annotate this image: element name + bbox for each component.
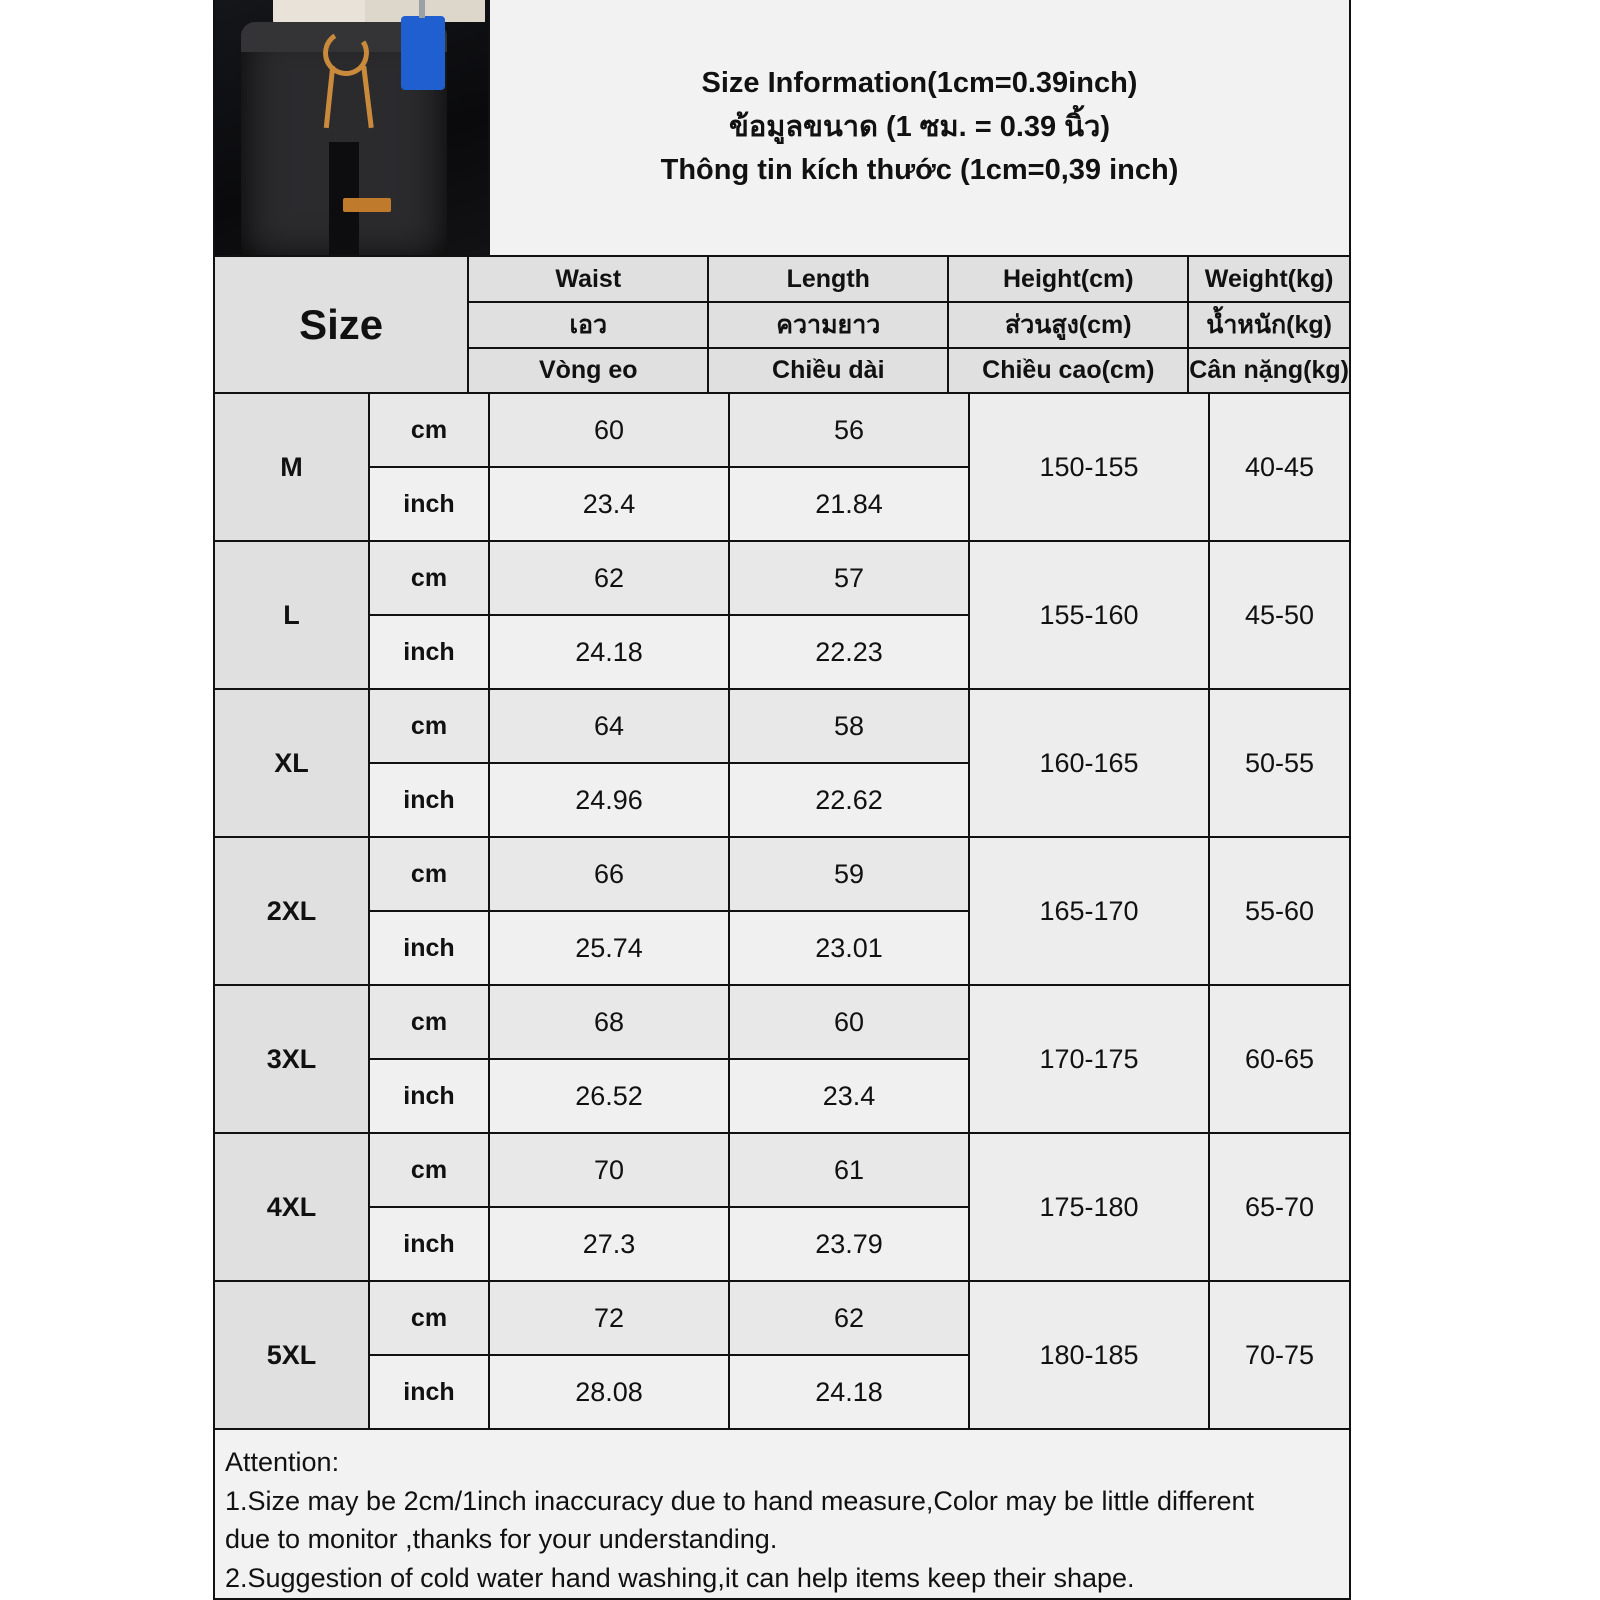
unit-inch: inch xyxy=(370,616,488,688)
header-height-en: Height(cm) xyxy=(949,257,1189,301)
waist-column xyxy=(490,542,730,688)
table-row xyxy=(215,690,1349,838)
table-row xyxy=(215,1282,1349,1430)
length-cm: 56 xyxy=(730,394,968,468)
waist-column xyxy=(490,986,730,1132)
attention-heading: Attention: xyxy=(225,1447,340,1478)
length-column xyxy=(730,986,970,1132)
title-english: Size Information(1cm=0.39inch) xyxy=(701,67,1138,100)
length-cm: 61 xyxy=(730,1134,968,1208)
length-column xyxy=(730,838,970,984)
size-chart xyxy=(213,0,1351,1600)
length-cm: 59 xyxy=(730,838,968,912)
row-size: M xyxy=(215,394,370,540)
unit-cm: cm xyxy=(370,838,488,912)
waist-cm: 68 xyxy=(490,986,728,1060)
attention-block xyxy=(215,1430,1349,1598)
chart-title-block xyxy=(490,0,1349,255)
unit-cm: cm xyxy=(370,986,488,1060)
waist-cm: 60 xyxy=(490,394,728,468)
unit-column xyxy=(370,394,490,540)
title-thai: ข้อมูลขนาด (1 ซม. = 0.39 นิ้ว) xyxy=(729,110,1110,143)
attention-line-3: 2.Suggestion of cold water hand washing,it can help items keep their shape. xyxy=(225,1562,1135,1593)
height-value: 175-180 xyxy=(970,1134,1210,1280)
length-inch: 23.79 xyxy=(730,1208,968,1280)
size-column-label: Size xyxy=(215,257,469,392)
weight-value: 40-45 xyxy=(1210,394,1349,540)
waist-inch: 25.74 xyxy=(490,912,728,984)
header-weight-vi: Cân nặng(kg) xyxy=(1189,349,1349,393)
waist-cm: 64 xyxy=(490,690,728,764)
waist-column xyxy=(490,690,730,836)
header-length-vi: Chiều dài xyxy=(709,349,949,393)
waist-inch: 27.3 xyxy=(490,1208,728,1280)
unit-column xyxy=(370,1134,490,1280)
unit-cm: cm xyxy=(370,690,488,764)
metric-header-vi xyxy=(469,349,1349,393)
header-weight-th: น้ำหนัก(kg) xyxy=(1189,303,1349,347)
length-inch: 22.23 xyxy=(730,616,968,688)
length-column xyxy=(730,542,970,688)
length-column xyxy=(730,1282,970,1428)
brand-label-patch xyxy=(343,198,391,212)
unit-column xyxy=(370,986,490,1132)
unit-cm: cm xyxy=(370,1282,488,1356)
title-vietnamese: Thông tin kích thước (1cm=0,39 inch) xyxy=(660,154,1179,187)
waist-cm: 70 xyxy=(490,1134,728,1208)
row-size: 4XL xyxy=(215,1134,370,1280)
table-row xyxy=(215,394,1349,542)
length-cm: 62 xyxy=(730,1282,968,1356)
unit-inch: inch xyxy=(370,912,488,984)
height-value: 180-185 xyxy=(970,1282,1210,1428)
waist-column xyxy=(490,1134,730,1280)
unit-column xyxy=(370,542,490,688)
row-size: XL xyxy=(215,690,370,836)
header-height-th: ส่วนสูง(cm) xyxy=(949,303,1189,347)
unit-cm: cm xyxy=(370,394,488,468)
header-length-en: Length xyxy=(709,257,949,301)
table-row xyxy=(215,838,1349,986)
weight-value: 65-70 xyxy=(1210,1134,1349,1280)
row-size: L xyxy=(215,542,370,688)
waist-column xyxy=(490,1282,730,1428)
weight-value: 60-65 xyxy=(1210,986,1349,1132)
attention-line-1: 1.Size may be 2cm/1inch inaccuracy due to hand measure,Color may be little different xyxy=(225,1485,1255,1516)
waist-column xyxy=(490,394,730,540)
header-length-th: ความยาว xyxy=(709,303,949,347)
length-inch: 22.62 xyxy=(730,764,968,836)
unit-column xyxy=(370,1282,490,1428)
length-cm: 57 xyxy=(730,542,968,616)
price-tag-icon xyxy=(401,16,445,90)
unit-inch: inch xyxy=(370,1208,488,1280)
header-waist-th: เอว xyxy=(469,303,709,347)
unit-column xyxy=(370,690,490,836)
waist-inch: 24.96 xyxy=(490,764,728,836)
waist-column xyxy=(490,838,730,984)
attention-line-2: due to monitor ,thanks for your understanding. xyxy=(225,1524,778,1555)
length-inch: 23.01 xyxy=(730,912,968,984)
length-inch: 24.18 xyxy=(730,1356,968,1428)
length-cm: 58 xyxy=(730,690,968,764)
length-column xyxy=(730,690,970,836)
unit-cm: cm xyxy=(370,542,488,616)
waist-cm: 66 xyxy=(490,838,728,912)
row-size: 2XL xyxy=(215,838,370,984)
height-value: 160-165 xyxy=(970,690,1210,836)
unit-inch: inch xyxy=(370,1356,488,1428)
waist-inch: 26.52 xyxy=(490,1060,728,1132)
length-column xyxy=(730,394,970,540)
header-waist-vi: Vòng eo xyxy=(469,349,709,393)
row-size: 5XL xyxy=(215,1282,370,1428)
unit-inch: inch xyxy=(370,764,488,836)
weight-value: 55-60 xyxy=(1210,838,1349,984)
header-weight-en: Weight(kg) xyxy=(1189,257,1349,301)
unit-inch: inch xyxy=(370,1060,488,1132)
chart-header xyxy=(215,0,1349,257)
product-photo xyxy=(215,0,490,255)
header-waist-en: Waist xyxy=(469,257,709,301)
waist-inch: 28.08 xyxy=(490,1356,728,1428)
metric-header-en xyxy=(469,257,1349,303)
waist-cm: 62 xyxy=(490,542,728,616)
waist-inch: 23.4 xyxy=(490,468,728,540)
chart-body xyxy=(215,394,1349,1598)
metric-headers xyxy=(469,257,1349,392)
table-row xyxy=(215,542,1349,690)
height-value: 170-175 xyxy=(970,986,1210,1132)
weight-value: 45-50 xyxy=(1210,542,1349,688)
metric-header-th xyxy=(469,303,1349,349)
height-value: 155-160 xyxy=(970,542,1210,688)
length-inch: 23.4 xyxy=(730,1060,968,1132)
weight-value: 50-55 xyxy=(1210,690,1349,836)
header-height-vi: Chiều cao(cm) xyxy=(949,349,1189,393)
height-value: 165-170 xyxy=(970,838,1210,984)
length-inch: 21.84 xyxy=(730,468,968,540)
height-value: 150-155 xyxy=(970,394,1210,540)
row-size: 3XL xyxy=(215,986,370,1132)
length-column xyxy=(730,1134,970,1280)
waist-cm: 72 xyxy=(490,1282,728,1356)
table-row xyxy=(215,1134,1349,1282)
length-cm: 60 xyxy=(730,986,968,1060)
unit-cm: cm xyxy=(370,1134,488,1208)
waist-inch: 24.18 xyxy=(490,616,728,688)
unit-inch: inch xyxy=(370,468,488,540)
table-row xyxy=(215,986,1349,1134)
weight-value: 70-75 xyxy=(1210,1282,1349,1428)
unit-column xyxy=(370,838,490,984)
column-header-block xyxy=(215,257,1349,394)
